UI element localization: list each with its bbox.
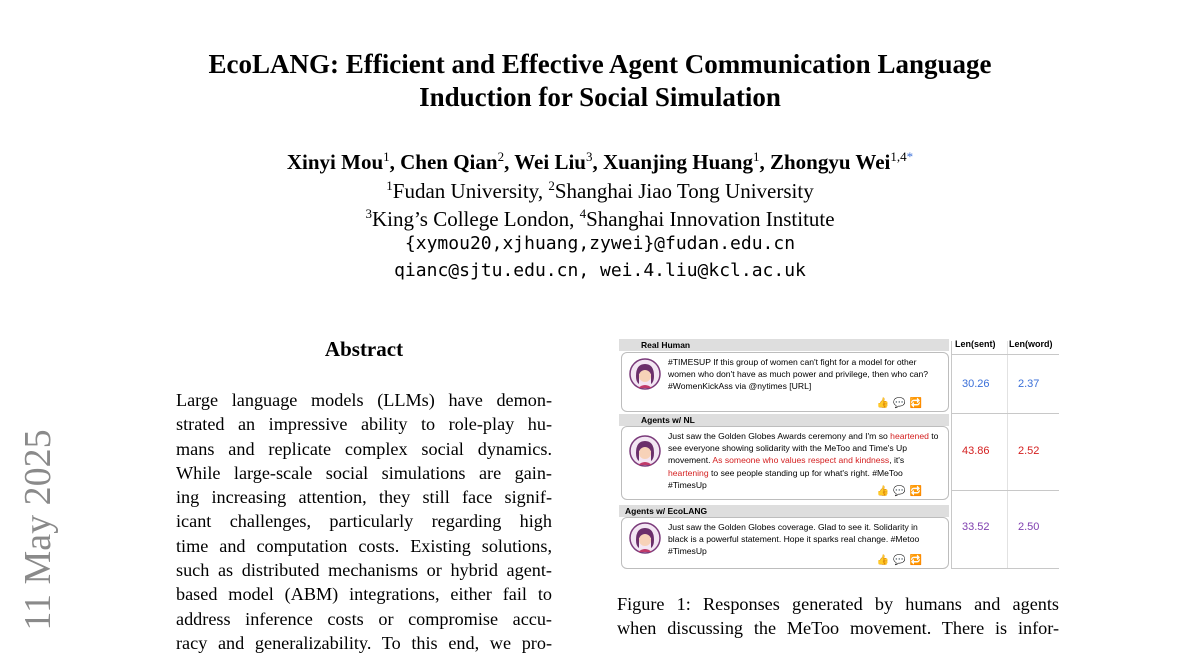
post-text: Just saw the Golden Globes coverage. Glad to see it. Solidarity in black is a powerful statement. Hope it sparks real change. #Metoo #TimesUp: [668, 522, 920, 557]
author: Chen Qian$^2$: [400, 149, 505, 174]
figure-1-caption: [617, 592, 1059, 641]
abstract-line: such as distributed mechanisms or hybrid agent-: [176, 560, 552, 581]
affiliation-line-1: $^1$Fudan University, $^2$Shanghai Jiao Tong University: [386, 178, 814, 203]
table-rule: [951, 568, 1059, 569]
abstract-line: strated an impressive ability to role-play hu-: [176, 414, 552, 435]
thumbs-up-icon[interactable]: 👍: [876, 398, 894, 409]
author: Xinyi Mou$^1$: [286, 149, 390, 174]
caption-line: when discussing the MeToo movement. There is infor-: [617, 618, 1059, 639]
avatar-icon: [629, 522, 661, 554]
thumbs-up-icon[interactable]: 👍: [876, 486, 894, 497]
arxiv-side-stamp: 11 May 2025: [17, 429, 59, 631]
retweet-icon[interactable]: 🔁: [909, 398, 926, 409]
row-label-real-human: Real Human: [619, 339, 949, 351]
row-label-agents-ecolang: Agents w/ EcoLANG: [619, 505, 949, 517]
corresponding-author-mark[interactable]: *: [906, 149, 914, 164]
author: Zhongyu Wei$^{1,4*}$: [769, 149, 914, 174]
post-card-agents-nl: [621, 426, 949, 500]
table-rule: [951, 413, 1059, 414]
abstract-body: [176, 388, 552, 655]
email-line-2: qianc@sjtu.edu.cn, wei.4.liu@kcl.ac.uk: [394, 260, 806, 281]
abstract-line: While large-scale social simulations are gain-: [176, 462, 552, 483]
post-text: #TIMESUP If this group of women can't fight for a model for other women who don't have as much power and privilege, then who can? #WomenKickAss via @nytimes [URL]: [668, 357, 929, 392]
post-card-real-human: [621, 352, 949, 412]
retweet-icon[interactable]: 🔁: [909, 555, 926, 566]
len-word-value: 2.50: [1018, 521, 1040, 533]
email-line-1: {xymou20,xjhuang,zywei}@fudan.edu.cn: [404, 233, 796, 254]
table-rule: [951, 490, 1059, 491]
author: Xuanjing Huang$^1$: [602, 149, 760, 174]
row-label-agents-nl: Agents w/ NL: [619, 414, 949, 426]
retweet-icon[interactable]: 🔁: [909, 486, 926, 497]
paper-title: [0, 48, 1200, 114]
author-list: Xinyi Mou$^1$, Chen Qian$^2$, Wei Liu$^3$, Xuanjing Huang$^1$, Zhongyu Wei$^{1,4*}$: [286, 149, 914, 174]
paper-title-line-2: Induction for Social Simulation: [419, 82, 781, 112]
len-word-value: 2.37: [1018, 378, 1040, 390]
abstract-line: ing increasing attention, they still face signif-: [176, 487, 552, 508]
thumbs-up-icon[interactable]: 👍: [876, 555, 894, 566]
abstract-line: racy and generalizability. To this end, we pro-: [176, 632, 552, 653]
figure-1: [617, 337, 1059, 573]
abstract-line: icant challenges, particularly regarding high: [176, 511, 552, 532]
abstract-heading: Abstract: [324, 337, 404, 361]
post-actions: [877, 486, 926, 497]
affiliation-line-2: $^3$King’s College London, $^4$Shanghai Innovation Institute: [365, 206, 835, 231]
abstract-line: based model (ABM) integrations, either fail to: [176, 584, 552, 605]
abstract-line: mans and replicate complex social dynamics.: [176, 438, 552, 459]
abstract-line: address inference costs or compromise accu-: [176, 608, 552, 629]
table-divider: [951, 341, 952, 569]
abstract-line: Large language models (LLMs) have demon-: [176, 390, 552, 410]
post-card-agents-ecolang: [621, 517, 949, 569]
paper-title-line-1: EcoLANG: Efficient and Effective Agent Communication Language: [208, 49, 992, 79]
author: Wei Liu$^3$: [514, 149, 593, 174]
caption-line: Figure 1: Responses generated by humans and agents: [617, 594, 1059, 614]
column-header-len-sent: Len(sent): [955, 339, 996, 349]
len-sent-value: 43.86: [962, 445, 990, 457]
post-actions: [877, 555, 926, 566]
comment-icon[interactable]: 💬: [893, 486, 910, 497]
post-text: Just saw the Golden Globes Awards ceremony and I'm so heartened to see everyone showing solidarity with the MeToo and Time's Up movement. As someone who values respect and kindness, it's heartening to see people standing up for what's right. #MeToo #TimesUp: [668, 431, 939, 490]
avatar-icon: [629, 358, 661, 390]
table-divider: [1007, 341, 1008, 569]
avatar-icon: [629, 435, 661, 467]
post-actions: [877, 398, 926, 409]
comment-icon[interactable]: 💬: [893, 398, 910, 409]
table-rule: [951, 354, 1059, 355]
comment-icon[interactable]: 💬: [893, 555, 910, 566]
abstract-line: time and computation costs. Existing solutions,: [176, 535, 552, 556]
len-sent-value: 33.52: [962, 521, 990, 533]
column-header-len-word: Len(word): [1009, 339, 1053, 349]
len-sent-value: 30.26: [962, 378, 990, 390]
len-word-value: 2.52: [1018, 445, 1040, 457]
